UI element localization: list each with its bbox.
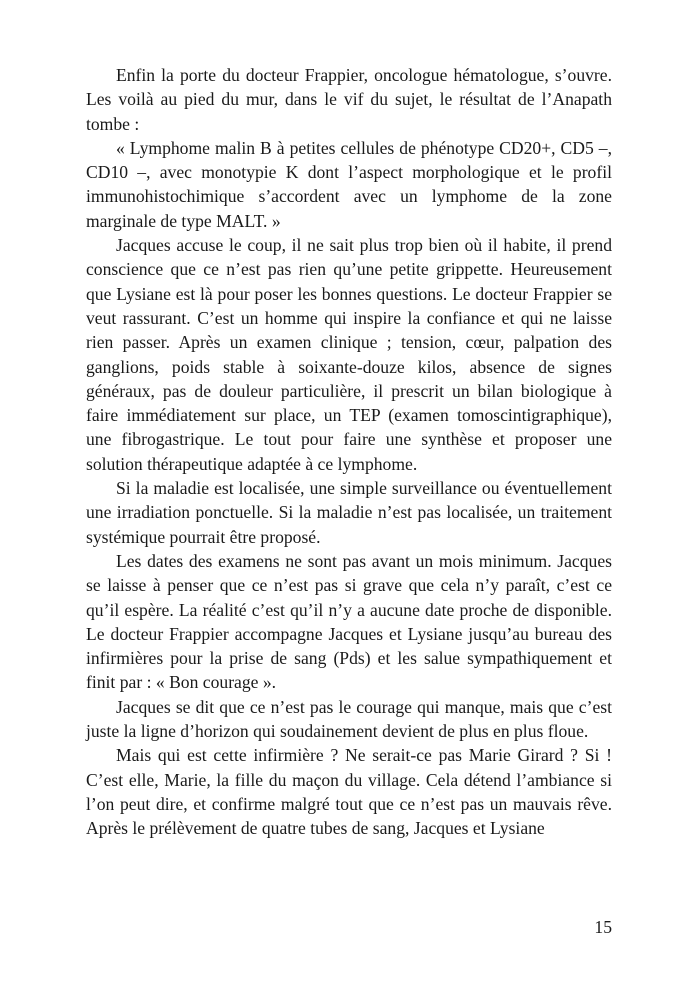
paragraph-2: « Lymphome malin B à petites cellules de phénotype CD20+, CD5 –, CD10 –, avec monotypie K dont l’aspect morphologique et le profil immunohistochimique s’accordent avec un lymphome de la zone marginale de type MALT. » [86, 137, 612, 231]
paragraph-5: Les dates des examens ne sont pas avant un mois minimum. Jacques se laisse à penser que ce n’est pas si grave que cela n’y paraît, c’est ce qu’il espère. La réalité c’est qu’il n’y a aucune date proche de disponible. Le docteur Frappier accompagne Jacques et Lysiane jusqu’au bureau des infirmières pour la prise de sang (Pds) et les salue sympathiquement et finit par : « Bon courage ». [86, 550, 612, 693]
paragraph-4: Si la maladie est localisée, une simple surveillance ou éventuellement une irradiation ponctuelle. Si la maladie n’est pas localisée, un traitement systémique pourrait être proposé. [86, 478, 612, 547]
paragraph-1: Enfin la porte du docteur Frappier, oncologue hématologue, s’ouvre. Les voilà au pied du mur, dans le vif du sujet, le résultat de l’Anapath tombe : [86, 65, 612, 134]
paragraph-3: Jacques accuse le coup, il ne sait plus trop bien où il habite, il prend conscience que ce n’est pas rien qu’une petite grippette. Heureusement que Lysiane est là pour poser les bonnes questions. Le docteur Frappier se veut rassurant. C’est un homme qui inspire la confiance et qui ne laisse rien passer. Après un examen clinique ; tension, cœur, palpation des ganglions, poids stable à soixante-douze kilos, absence de signes généraux, pas de douleur particulière, il prescrit un bilan biologique à faire immédiatement sur place, un TEP (examen tomoscintigraphique), une fibrogastrique. Le tout pour faire une synthèse et proposer une solution thérapeutique adaptée à ce lymphome. [86, 235, 612, 474]
page-number: 15 [594, 917, 612, 937]
paragraph-6: Jacques se dit que ce n’est pas le courage qui manque, mais que c’est juste la ligne d’horizon qui soudainement devient de plus en plus floue. [86, 696, 612, 742]
body-text [86, 63, 612, 841]
paragraph-7: Mais qui est cette infirmière ? Ne serait-ce pas Marie Girard ? Si ! C’est elle, Marie, la fille du maçon du village. Cela détend l’ambiance si l’on peut dire, et confirme malgré tout que ce n’est pas un mauvais rêve. Après le prélèvement de quatre tubes de sang, Jacques et Lysiane [86, 745, 612, 839]
